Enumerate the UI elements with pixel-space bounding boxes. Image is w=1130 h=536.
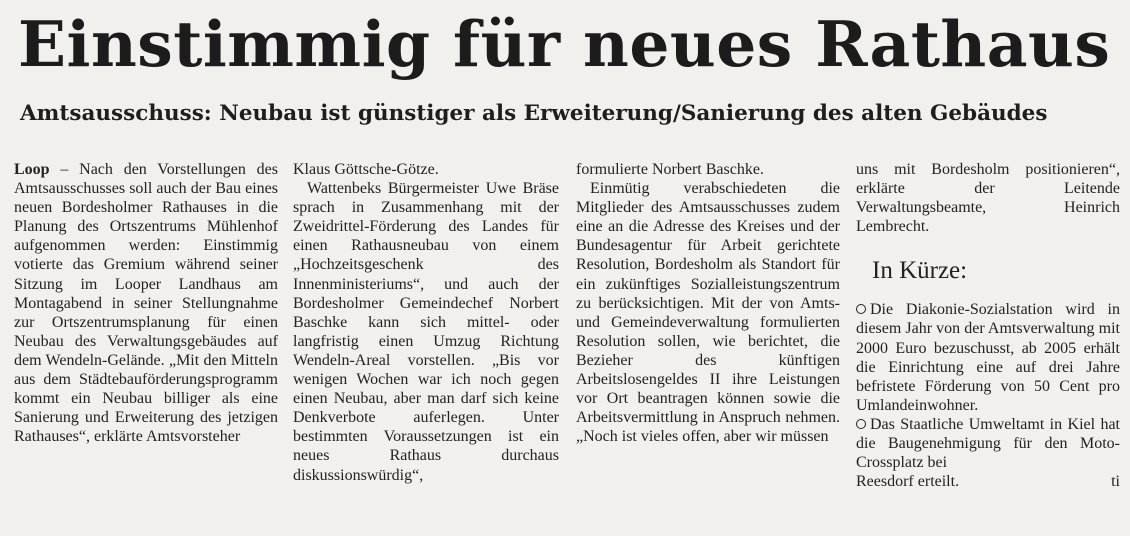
article-column-2: [293, 160, 559, 485]
brief-last-line: [856, 472, 1120, 491]
news-brief: [856, 415, 1120, 472]
article-paragraph: Klaus Göttsche-Götze.: [293, 161, 439, 178]
article-paragraph: Einmütig verabschiedeten die Mitglieder des Amtsausschusses zudem eine an die Adresse des Kreises und der Bundesagentur für Arbeit gerichtete Resolution, Bordesholm als Standort für ein zukünftiges Sozialleistungszentrum zu berücksichtigen. Mit der von Amts- und Gemeindeverwaltung formulierten Resolution sollen, wie berichtet, die Bezieher des künftigen Arbeitslosengeldes II ihre Leistungen vor Ort beantragen können sowie die Arbeitsvermittlung in Anspruch nehmen. „Noch ist vieles offen, aber wir müssen: [576, 180, 840, 446]
article-column-3: [576, 160, 840, 446]
in-kuerze-heading: In Kürze:: [872, 257, 968, 285]
circle-bullet-icon: [856, 419, 866, 429]
subheadline: Amtsausschuss: Neubau ist günstiger als Erweiterung/Sanierung des alten Gebäudes: [20, 101, 1048, 126]
article-paragraph: Wattenbeks Bürgermeister Uwe Bräse sprach in Zusammenhang mit der Zweidrittel-Förderung des Landes für einen Rathausneubau von einem „Hochzeitsgeschenk des Innenministeriums“, und auch der Bordesholmer Gemeindechef Norbert Baschke kann sich mittel- oder langfristig einen Umzug Richtung Wendeln-Areal vorstellen. „Bis vor wenigen Wochen war ich noch gegen einen Neubau, aber man darf sich keine Denkverbote auferlegen. Unter bestimmten Voraussetzungen ist ein neues Rathaus durchaus diskussionswürdig“,: [293, 180, 559, 484]
article-paragraph: uns mit Bordesholm positionieren“, erklärte der Leitende Verwaltungsbeamte, Heinrich Lembrecht.: [856, 161, 1120, 236]
author-initials: ti: [1111, 473, 1120, 491]
brief-text: Das Staatliche Umweltamt in Kiel hat die Baugenehmigung für den Moto-Crossplatz bei: [856, 415, 1120, 472]
article-paragraph: formulierte Norbert Baschke.: [576, 161, 764, 178]
article-column-1: [14, 160, 278, 446]
article-paragraph: [14, 160, 278, 446]
article-column-4: [856, 160, 1120, 491]
brief-text: Reesdorf erteilt.: [856, 473, 960, 491]
headline: Einstimmig für neues Rathaus: [18, 7, 1111, 81]
circle-bullet-icon: [856, 304, 866, 314]
news-brief: [856, 300, 1120, 415]
dateline: Loop: [14, 161, 50, 178]
brief-text: Die Diakonie-Sozialstation wird in diesem Jahr von der Amtsverwaltung mit 2000 Euro bezuschusst, ab 2005 erhält die Einrichtung eine auf drei Jahre befristete Förderung von 50 Cent pro Umlandeinwohner.: [856, 301, 1120, 414]
paragraph-text: – Nach den Vorstellungen des Amtsausschusses soll auch der Bau eines neuen Bordesholmer Rathauses in die Planung des Ortszentrums Mühlenhof aufgenommen werden: Einstimmig votierte das Gremium während seiner Sitzung im Looper Landhaus am Montagabend in seiner Stellungnahme zur Ortszentrumsplanung für einen Neubau des Verwaltungsgebäudes auf dem Wendeln-Gelände. „Mit den Mitteln aus dem Städtebauförderungsprogramm kommt ein Neubau billiger als eine Sanierung und Erweiterung des jetzigen Rathauses“, erklärte Amtsvorsteher: [14, 161, 278, 446]
